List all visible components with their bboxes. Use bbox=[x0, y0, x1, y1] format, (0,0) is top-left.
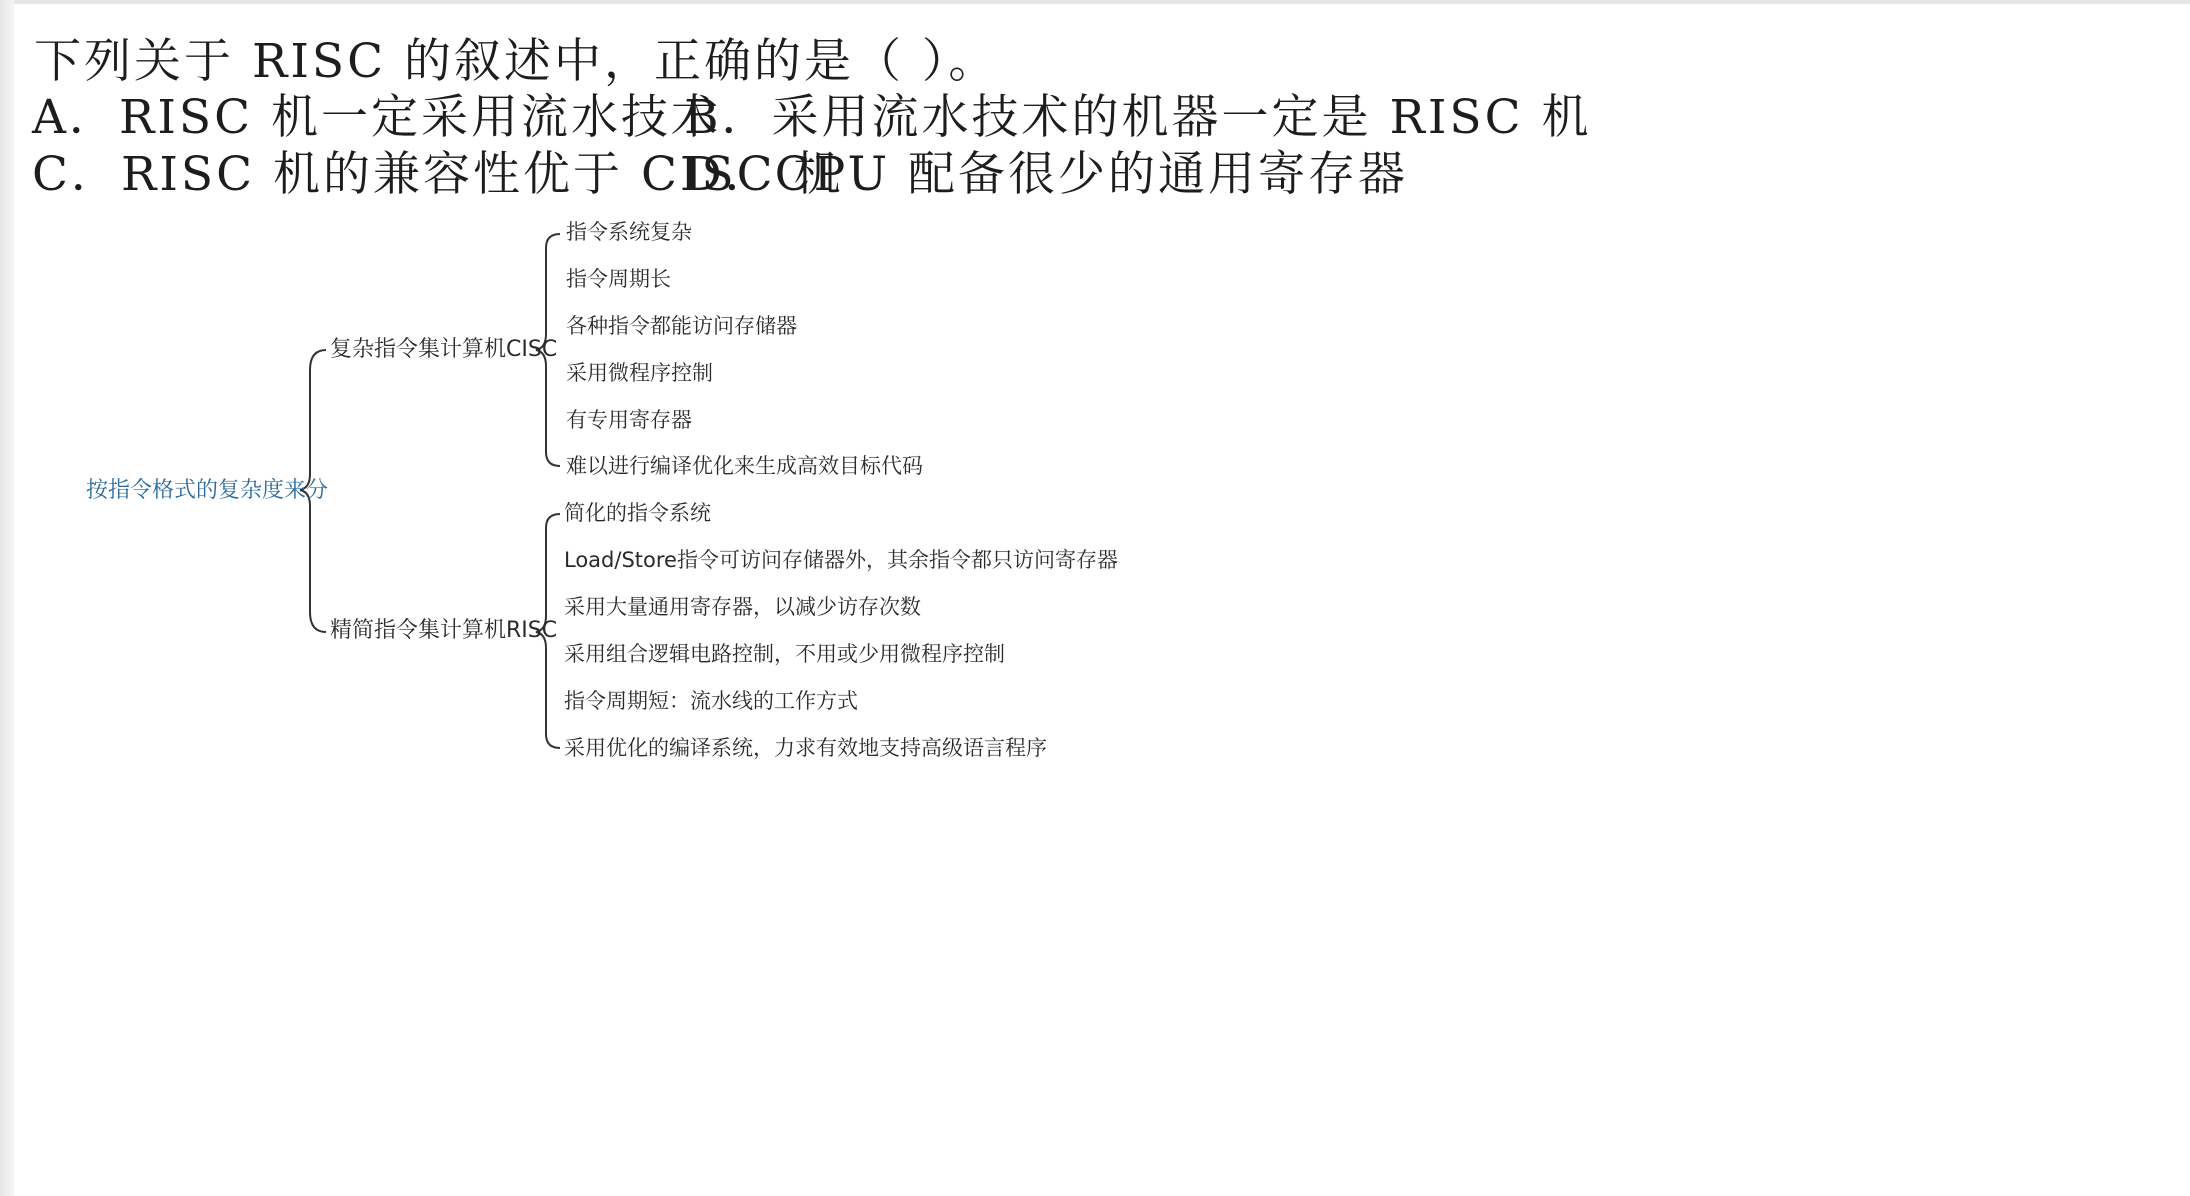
option-d: D．CPU 配备很少的通用寄存器 bbox=[684, 147, 1408, 202]
branch-cisc: 复杂指令集计算机CISC bbox=[330, 337, 558, 362]
cisc-item: 有专用寄存器 bbox=[566, 408, 692, 432]
risc-item: 简化的指令系统 bbox=[564, 501, 711, 525]
option-b: B．采用流水技术的机器一定是 RISC 机 bbox=[684, 90, 1592, 145]
option-c: C．RISC 机的兼容性优于 CISC 机 bbox=[32, 147, 844, 202]
cisc-item: 采用微程序控制 bbox=[566, 361, 713, 385]
branch-risc: 精简指令集计算机RISC bbox=[330, 618, 558, 643]
cisc-item: 指令周期长 bbox=[566, 267, 671, 291]
option-a: A．RISC 机一定采用流水技术 bbox=[32, 90, 721, 145]
cisc-item: 难以进行编译优化来生成高效目标代码 bbox=[566, 454, 923, 478]
risc-item: 指令周期短：流水线的工作方式 bbox=[564, 689, 858, 713]
risc-item: Load/Store指令可访问存储器外，其余指令都只访问寄存器 bbox=[564, 548, 1118, 572]
risc-item: 采用优化的编译系统，力求有效地支持高级语言程序 bbox=[564, 736, 1047, 760]
risc-item: 采用组合逻辑电路控制，不用或少用微程序控制 bbox=[564, 642, 1005, 666]
mindmap-root: 按指令格式的复杂度来分 bbox=[86, 478, 329, 503]
question-stem: 下列关于 RISC 的叙述中，正确的是（ ）。 bbox=[34, 34, 999, 89]
mindmap-brackets bbox=[14, 4, 2190, 1196]
left-edge-shadow bbox=[0, 0, 14, 1196]
cisc-item: 指令系统复杂 bbox=[566, 220, 692, 244]
cisc-item: 各种指令都能访问存储器 bbox=[566, 314, 797, 338]
risc-item: 采用大量通用寄存器，以减少访存次数 bbox=[564, 595, 921, 619]
slide-page bbox=[14, 4, 2190, 1196]
